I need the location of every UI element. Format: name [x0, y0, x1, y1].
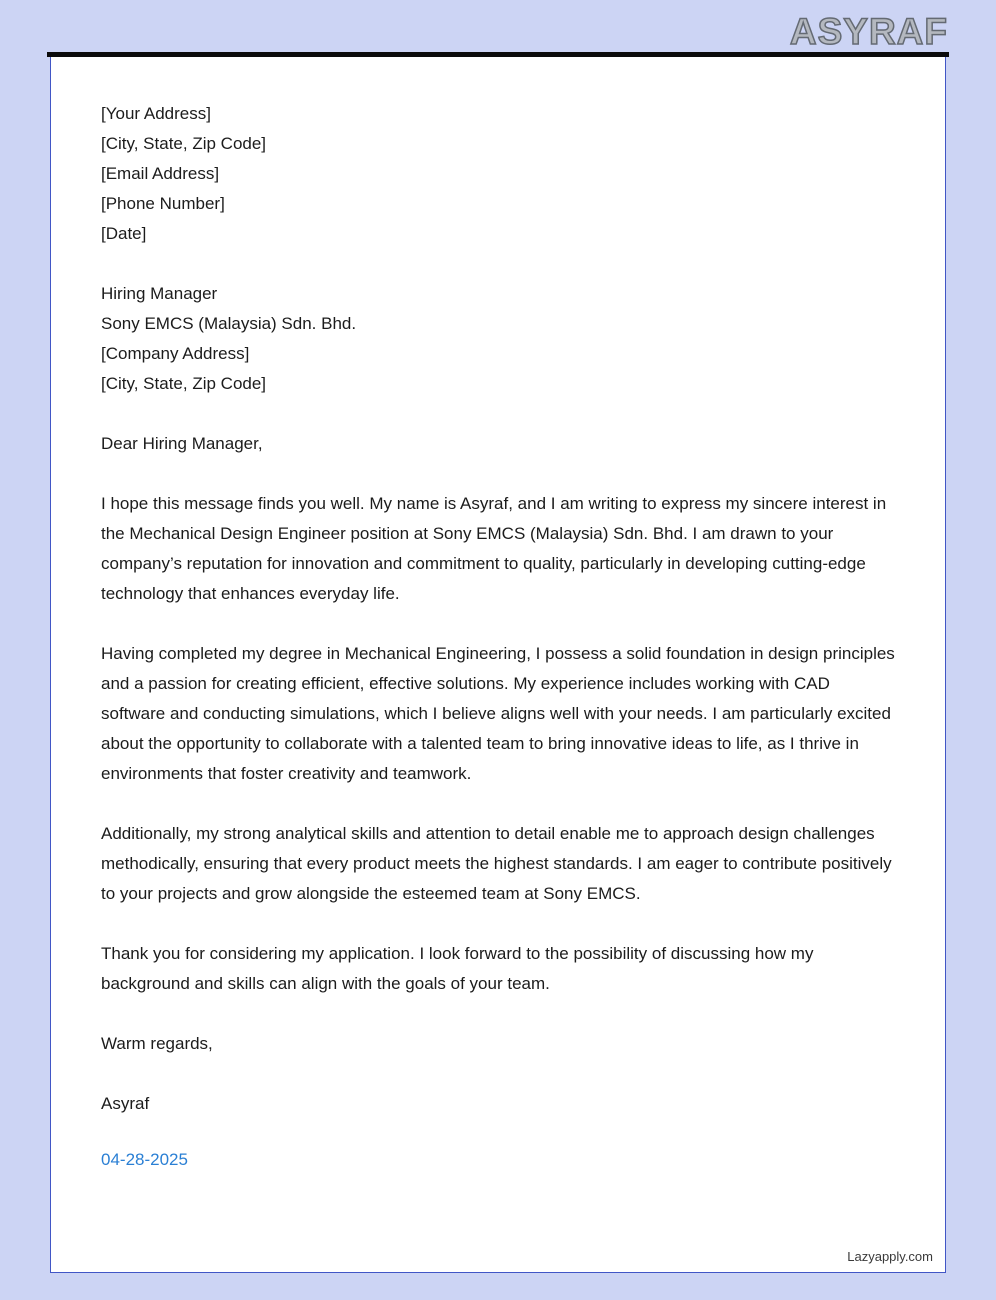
brand-logo-text: ASYRAF [789, 11, 948, 52]
salutation [101, 429, 897, 459]
letter-page [50, 57, 946, 1273]
sender-address-block [101, 99, 897, 249]
body-paragraph: Having completed my degree in Mechanical Engineering, I possess a solid foundation in design principles and a passion for creating efficient, effective solutions. My experience includes working with CAD software and conducting simulations, which I believe aligns well with your needs. I am particularly excited about the opportunity to collaborate with a talented team to bring innovative ideas to life, as I thrive in environments that foster creativity and teamwork. [101, 644, 895, 783]
watermark-footer: Lazyapply.com [847, 1249, 933, 1264]
recipient-line: Sony EMCS (Malaysia) Sdn. Bhd. [101, 314, 357, 333]
sender-address-line: [Your Address] [101, 104, 211, 123]
body-paragraph: Thank you for considering my application. I look forward to the possibility of discussing how my background and skills can align with the goals of your team. [101, 944, 814, 993]
date-link[interactable]: 04-28-2025 [101, 1150, 188, 1169]
recipient-address-block [101, 279, 897, 399]
salutation-text: Dear Hiring Manager, [101, 434, 263, 453]
body-paragraph: I hope this message finds you well. My name is Asyraf, and I am writing to express my sincere interest in the Mechanical Design Engineer position at Sony EMCS (Malaysia) Sdn. Bhd. I am drawn to your company’s reputation for innovation and commitment to quality, particularly in developing cutting-edge technology that enhances everyday life. [101, 494, 887, 603]
recipient-line: [Company Address] [101, 344, 250, 363]
closing [101, 1029, 897, 1059]
brand-header [48, 0, 948, 52]
recipient-line: Hiring Manager [101, 284, 218, 303]
sender-address-line: [City, State, Zip Code] [101, 134, 267, 153]
sender-address-line: [Email Address] [101, 164, 220, 183]
signature-name: Asyraf [101, 1094, 150, 1113]
recipient-line: [City, State, Zip Code] [101, 374, 267, 393]
closing-text: Warm regards, [101, 1034, 213, 1053]
body-paragraph: Additionally, my strong analytical skills and attention to detail enable me to approach design challenges methodically, ensuring that every product meets the highest standards. I am eager to contribute positively to your projects and grow alongside the esteemed team at Sony EMCS. [101, 824, 892, 903]
sender-address-line: [Phone Number] [101, 194, 225, 213]
signature [101, 1089, 897, 1119]
cover-letter-body [101, 99, 897, 1175]
sender-address-line: [Date] [101, 224, 147, 243]
